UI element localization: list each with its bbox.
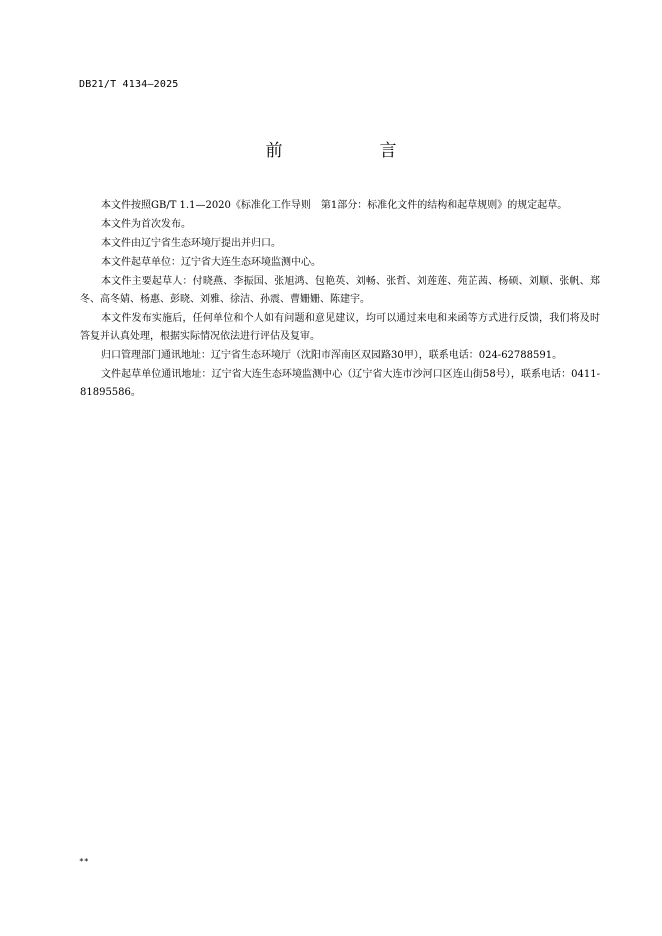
document-code: DB21/T 4134—2025 — [79, 79, 179, 90]
foreword-body — [80, 197, 600, 403]
paragraph-drafting-rules: 本文件按照GB/T 1.1—2020《标准化工作导则 第1部分：标准化文件的结构和起草规则》的规定起草。 — [101, 200, 568, 211]
footer-mark: ** — [79, 857, 89, 866]
paragraph-feedback: 本文件发布实施后，任何单位和个人如有问题和意见建议，均可以通过来电和来函等方式进行反馈，我们将及时答复并认真处理，根据实际情况依法进行评估及复审。 — [80, 313, 600, 342]
page-title: 前 言 — [265, 141, 437, 161]
paragraph-drafting-unit: 本文件起草单位：辽宁省大连生态环境监测中心。 — [101, 257, 321, 268]
paragraph-drafters: 本文件主要起草人：付晓燕、李振国、张旭鸿、包艳英、刘畅、张哲、刘莲莲、苑芷茜、杨硕、刘顺、张帆、郑冬、高冬婧、杨惠、彭晓、刘雅、徐洁、孙震、曹姗姗、陈建宇。 — [80, 276, 600, 305]
paragraph-authority-address: 归口管理部门通讯地址：辽宁省生态环境厅（沈阳市浑南区双园路30甲），联系电话：024-62788591。 — [101, 350, 563, 361]
paragraph-first-release: 本文件为首次发布。 — [101, 219, 191, 230]
paragraph-proposer: 本文件由辽宁省生态环境厅提出并归口。 — [101, 238, 281, 249]
paragraph-drafter-address: 文件起草单位通讯地址：辽宁省大连生态环境监测中心（辽宁省大连市沙河口区连山街58号），联系电话：0411-81895586。 — [80, 369, 600, 398]
